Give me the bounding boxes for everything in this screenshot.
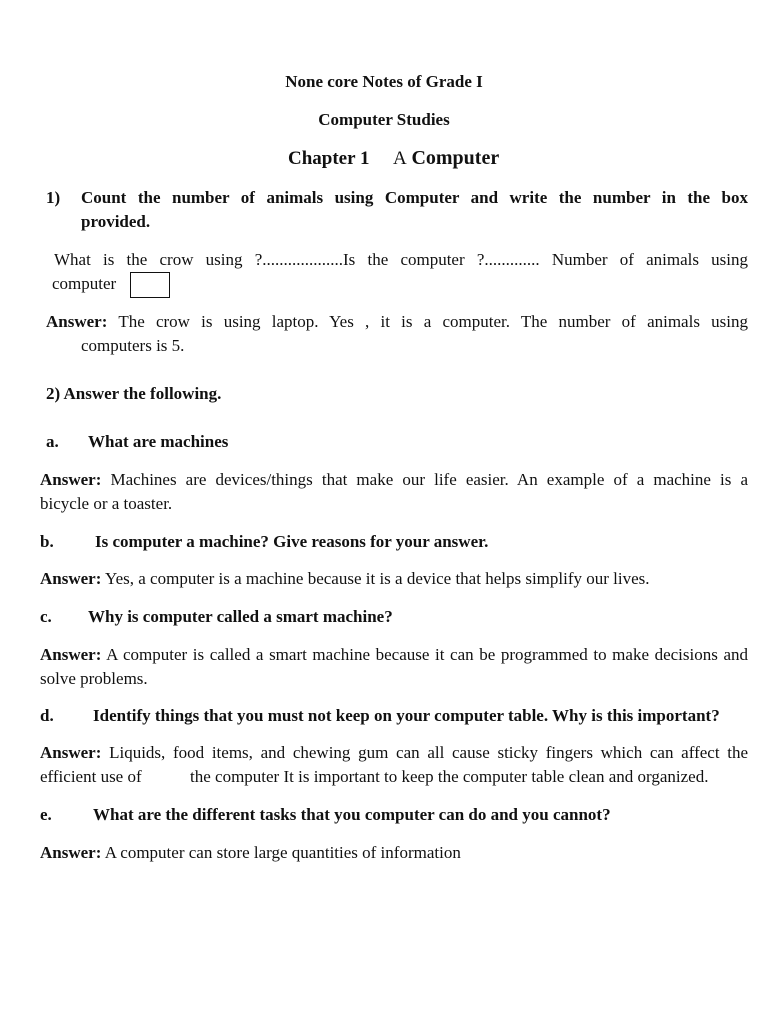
chapter-label: Chapter 1 bbox=[288, 148, 370, 169]
item-c-answer-line1 bbox=[40, 643, 748, 667]
answer-label: Answer: bbox=[40, 569, 102, 588]
item-d-letter: d. bbox=[40, 706, 54, 725]
item-a-question: What are machines bbox=[88, 432, 229, 451]
item-d-answer-line1 bbox=[40, 741, 748, 765]
item-d-answer-line2a: efficient use of bbox=[40, 767, 142, 786]
chapter-a: A bbox=[392, 148, 407, 169]
document-title: None core Notes of Grade I bbox=[285, 72, 483, 91]
chapter-heading bbox=[288, 146, 499, 171]
item-b-question: Is computer a machine? Give reasons for your answer. bbox=[95, 532, 489, 551]
q1-prompt-line1: What is the crow using ?...................Is the computer ?............. Number of animals using bbox=[54, 250, 748, 269]
item-e-answer-text: A computer can store large quantities of information bbox=[104, 843, 461, 862]
q2-heading bbox=[46, 382, 221, 406]
q1-answer-line1 bbox=[46, 310, 748, 334]
answer-label: Answer: bbox=[40, 843, 102, 862]
item-a-answer-text: Machines are devices/things that make our life easier. An example of a machine is a bbox=[110, 470, 749, 489]
item-b-answer-line1 bbox=[40, 567, 650, 591]
item-d-question: Identify things that you must not keep on your computer table. Why is this important? bbox=[93, 706, 720, 725]
answer-box bbox=[130, 272, 170, 298]
item-a-answer-line1 bbox=[40, 468, 748, 492]
item-e-answer-line1 bbox=[40, 841, 461, 865]
answer-label: Answer: bbox=[46, 312, 108, 331]
answer-label: Answer: bbox=[40, 470, 102, 489]
item-a-letter: a. bbox=[46, 432, 59, 451]
answer-label: Answer: bbox=[40, 645, 102, 664]
item-e-letter: e. bbox=[40, 805, 52, 824]
q1-answer-text: The crow is using laptop. Yes , it is a computer. The number of animals using bbox=[118, 312, 748, 331]
q1-number: 1) bbox=[46, 188, 61, 207]
subject-heading: Computer Studies bbox=[318, 110, 450, 129]
item-b-letter: b. bbox=[40, 532, 54, 551]
q1-question-line1: Count the number of animals using Computer and write the number in the box bbox=[81, 188, 748, 207]
q1-question-line2: provided. bbox=[81, 212, 151, 231]
q1-prompt-computer: computer bbox=[52, 274, 117, 293]
q2-number: 2) bbox=[46, 384, 61, 403]
item-c-answer-line2: solve problems. bbox=[40, 669, 148, 688]
answer-label: Answer: bbox=[40, 743, 102, 762]
item-c-question: Why is computer called a smart machine? bbox=[88, 607, 393, 626]
q2-title: Answer the following. bbox=[63, 384, 222, 403]
item-c-answer-text: A computer is called a smart machine because it can be programmed to make decisions and bbox=[106, 645, 749, 664]
chapter-word: Computer bbox=[411, 147, 500, 169]
item-b-answer-text: Yes, a computer is a machine because it is a device that helps simplify our lives. bbox=[105, 569, 650, 588]
q1-answer-line2: computers is 5. bbox=[81, 336, 185, 355]
item-e-question: What are the different tasks that you computer can do and you cannot? bbox=[93, 805, 611, 824]
item-d-answer-line2b: the computer It is important to keep the computer table clean and organized. bbox=[190, 767, 709, 786]
item-c-letter: c. bbox=[40, 607, 52, 626]
item-d-answer-text: Liquids, food items, and chewing gum can all cause sticky fingers which can affect the bbox=[109, 743, 749, 762]
q1-prompt-line2 bbox=[52, 272, 170, 298]
item-a-answer-line2: bicycle or a toaster. bbox=[40, 494, 173, 513]
